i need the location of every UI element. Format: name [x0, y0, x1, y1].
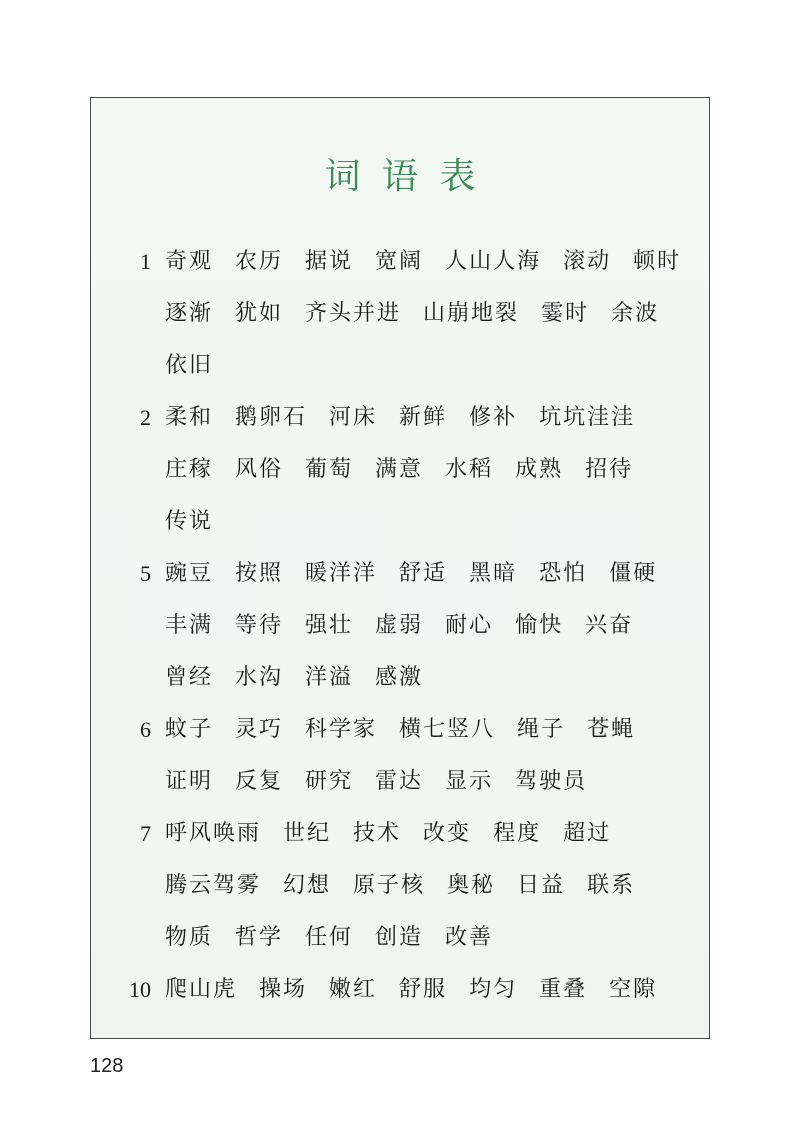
word-row [123, 656, 703, 708]
vocabulary-word: 耐心 [445, 613, 494, 638]
word-row [123, 760, 703, 812]
vocabulary-word: 传说 [165, 509, 214, 534]
title-char: 表 [439, 156, 476, 197]
vocabulary-word: 等待 [235, 613, 284, 638]
vocabulary-word: 原子核 [353, 873, 426, 898]
vocabulary-word: 水稻 [445, 457, 494, 482]
vocabulary-word: 逐渐 [165, 301, 214, 326]
vocabulary-word: 日益 [517, 873, 566, 898]
vocabulary-word: 科学家 [305, 717, 378, 742]
vocabulary-word: 哲学 [235, 925, 284, 950]
vocabulary-word: 暖洋洋 [305, 561, 378, 586]
word-list [165, 448, 655, 492]
word-list [165, 604, 655, 648]
vocabulary-word: 腾云驾雾 [165, 873, 262, 898]
lesson-number: 5 [140, 561, 151, 586]
vocabulary-word: 葡萄 [305, 457, 354, 482]
word-list [165, 916, 515, 960]
lesson-number: 2 [140, 405, 151, 430]
word-row [123, 448, 703, 500]
lesson-number: 1 [140, 249, 151, 274]
word-list [165, 760, 609, 804]
vocabulary-word: 反复 [235, 769, 284, 794]
word-row [123, 396, 703, 448]
word-list [165, 656, 445, 700]
page-title [0, 148, 800, 199]
vocabulary-word: 坑坑洼洼 [539, 405, 636, 430]
lesson-number: 7 [140, 821, 151, 846]
title-char: 词 [324, 156, 361, 197]
vocabulary-word: 均匀 [469, 977, 518, 1002]
word-row [123, 968, 703, 1020]
vocabulary-word: 驾驶员 [515, 769, 588, 794]
word-list [165, 396, 657, 440]
word-list [165, 240, 703, 284]
vocabulary-word: 显示 [445, 769, 494, 794]
word-list [165, 552, 679, 596]
vocabulary-word: 人山人海 [445, 249, 542, 274]
vocabulary-word: 操场 [259, 977, 308, 1002]
vocabulary-word: 舒适 [399, 561, 448, 586]
vocabulary-word: 霎时 [541, 301, 590, 326]
vocabulary-word: 超过 [563, 821, 612, 846]
word-list [165, 344, 235, 388]
vocabulary-word: 庄稼 [165, 457, 214, 482]
vocabulary-word: 技术 [353, 821, 402, 846]
vocabulary-word: 创造 [375, 925, 424, 950]
word-list [165, 500, 235, 544]
vocabulary-word: 余波 [611, 301, 660, 326]
word-row [123, 864, 703, 916]
vocabulary-word: 滚动 [563, 249, 612, 274]
lesson-group [123, 708, 703, 812]
vocabulary-word: 愉快 [515, 613, 564, 638]
lesson-number: 10 [129, 977, 151, 1002]
vocabulary-word: 灵巧 [235, 717, 284, 742]
vocabulary-word: 虚弱 [375, 613, 424, 638]
vocabulary-word: 宽阔 [375, 249, 424, 274]
vocabulary-word: 空隙 [609, 977, 658, 1002]
word-row [123, 812, 703, 864]
vocabulary-word: 修补 [469, 405, 518, 430]
word-row [123, 552, 703, 604]
vocabulary-word: 苍蝇 [587, 717, 636, 742]
word-list [165, 864, 657, 908]
vocabulary-word: 幻想 [283, 873, 332, 898]
vocabulary-word: 世纪 [283, 821, 332, 846]
vocabulary-word: 嫩红 [329, 977, 378, 1002]
vocabulary-word: 绳子 [517, 717, 566, 742]
vocabulary-word: 舒服 [399, 977, 448, 1002]
vocabulary-word: 依旧 [165, 353, 214, 378]
vocabulary-word: 改变 [423, 821, 472, 846]
vocabulary-word: 豌豆 [165, 561, 214, 586]
vocabulary-word: 黑暗 [469, 561, 518, 586]
vocabulary-word: 鹅卵石 [235, 405, 308, 430]
vocabulary-word: 招待 [585, 457, 634, 482]
vocabulary-word: 满意 [375, 457, 424, 482]
word-row [123, 292, 703, 344]
word-list [165, 968, 679, 1012]
vocabulary-word: 任何 [305, 925, 354, 950]
word-row [123, 916, 703, 968]
vocabulary-word: 兴奋 [585, 613, 634, 638]
vocabulary-word: 程度 [493, 821, 542, 846]
vocabulary-word: 物质 [165, 925, 214, 950]
vocabulary-word: 奇观 [165, 249, 214, 274]
word-row [123, 240, 703, 292]
vocabulary-word: 感激 [375, 665, 424, 690]
vocabulary-word: 风俗 [235, 457, 284, 482]
vocabulary-word: 爬山虎 [165, 977, 238, 1002]
vocabulary-word: 成熟 [515, 457, 564, 482]
lesson-group [123, 968, 703, 1020]
title-char: 语 [381, 156, 418, 197]
vocabulary-word: 新鲜 [399, 405, 448, 430]
vocabulary-word: 河床 [329, 405, 378, 430]
lesson-group [123, 552, 703, 708]
vocabulary-word: 山崩地裂 [423, 301, 520, 326]
vocabulary-word: 顿时 [633, 249, 682, 274]
word-list [165, 708, 657, 752]
vocabulary-word: 曾经 [165, 665, 214, 690]
vocabulary-word: 柔和 [165, 405, 214, 430]
word-row [123, 708, 703, 760]
vocabulary-word: 联系 [587, 873, 636, 898]
vocabulary-word: 重叠 [539, 977, 588, 1002]
vocabulary-word: 僵硬 [609, 561, 658, 586]
vocabulary-word: 恐怕 [539, 561, 588, 586]
vocabulary-word: 呼风唤雨 [165, 821, 262, 846]
word-list [165, 292, 681, 336]
vocabulary-word: 洋溢 [305, 665, 354, 690]
word-row [123, 604, 703, 656]
word-list [165, 812, 633, 856]
vocabulary-word: 水沟 [235, 665, 284, 690]
vocabulary-word: 丰满 [165, 613, 214, 638]
lesson-number: 6 [140, 717, 151, 742]
vocabulary-word: 据说 [305, 249, 354, 274]
word-row [123, 344, 703, 396]
vocabulary-word: 证明 [165, 769, 214, 794]
vocabulary-word: 按照 [235, 561, 284, 586]
vocabulary-word: 犹如 [235, 301, 284, 326]
vocabulary-word: 研究 [305, 769, 354, 794]
vocabulary-word: 齐头并进 [305, 301, 402, 326]
vocabulary-word: 雷达 [375, 769, 424, 794]
vocabulary-word: 奥秘 [447, 873, 496, 898]
page-number: 128 [90, 1055, 124, 1077]
vocabulary-word: 农历 [235, 249, 284, 274]
vocabulary-word: 改善 [445, 925, 494, 950]
vocabulary-word: 蚊子 [165, 717, 214, 742]
lesson-group [123, 396, 703, 552]
word-row [123, 500, 703, 552]
vocabulary-word: 强壮 [305, 613, 354, 638]
lesson-group [123, 240, 703, 396]
vocabulary-word: 横七竖八 [399, 717, 496, 742]
lesson-group [123, 812, 703, 968]
vocabulary-list [123, 240, 703, 1020]
